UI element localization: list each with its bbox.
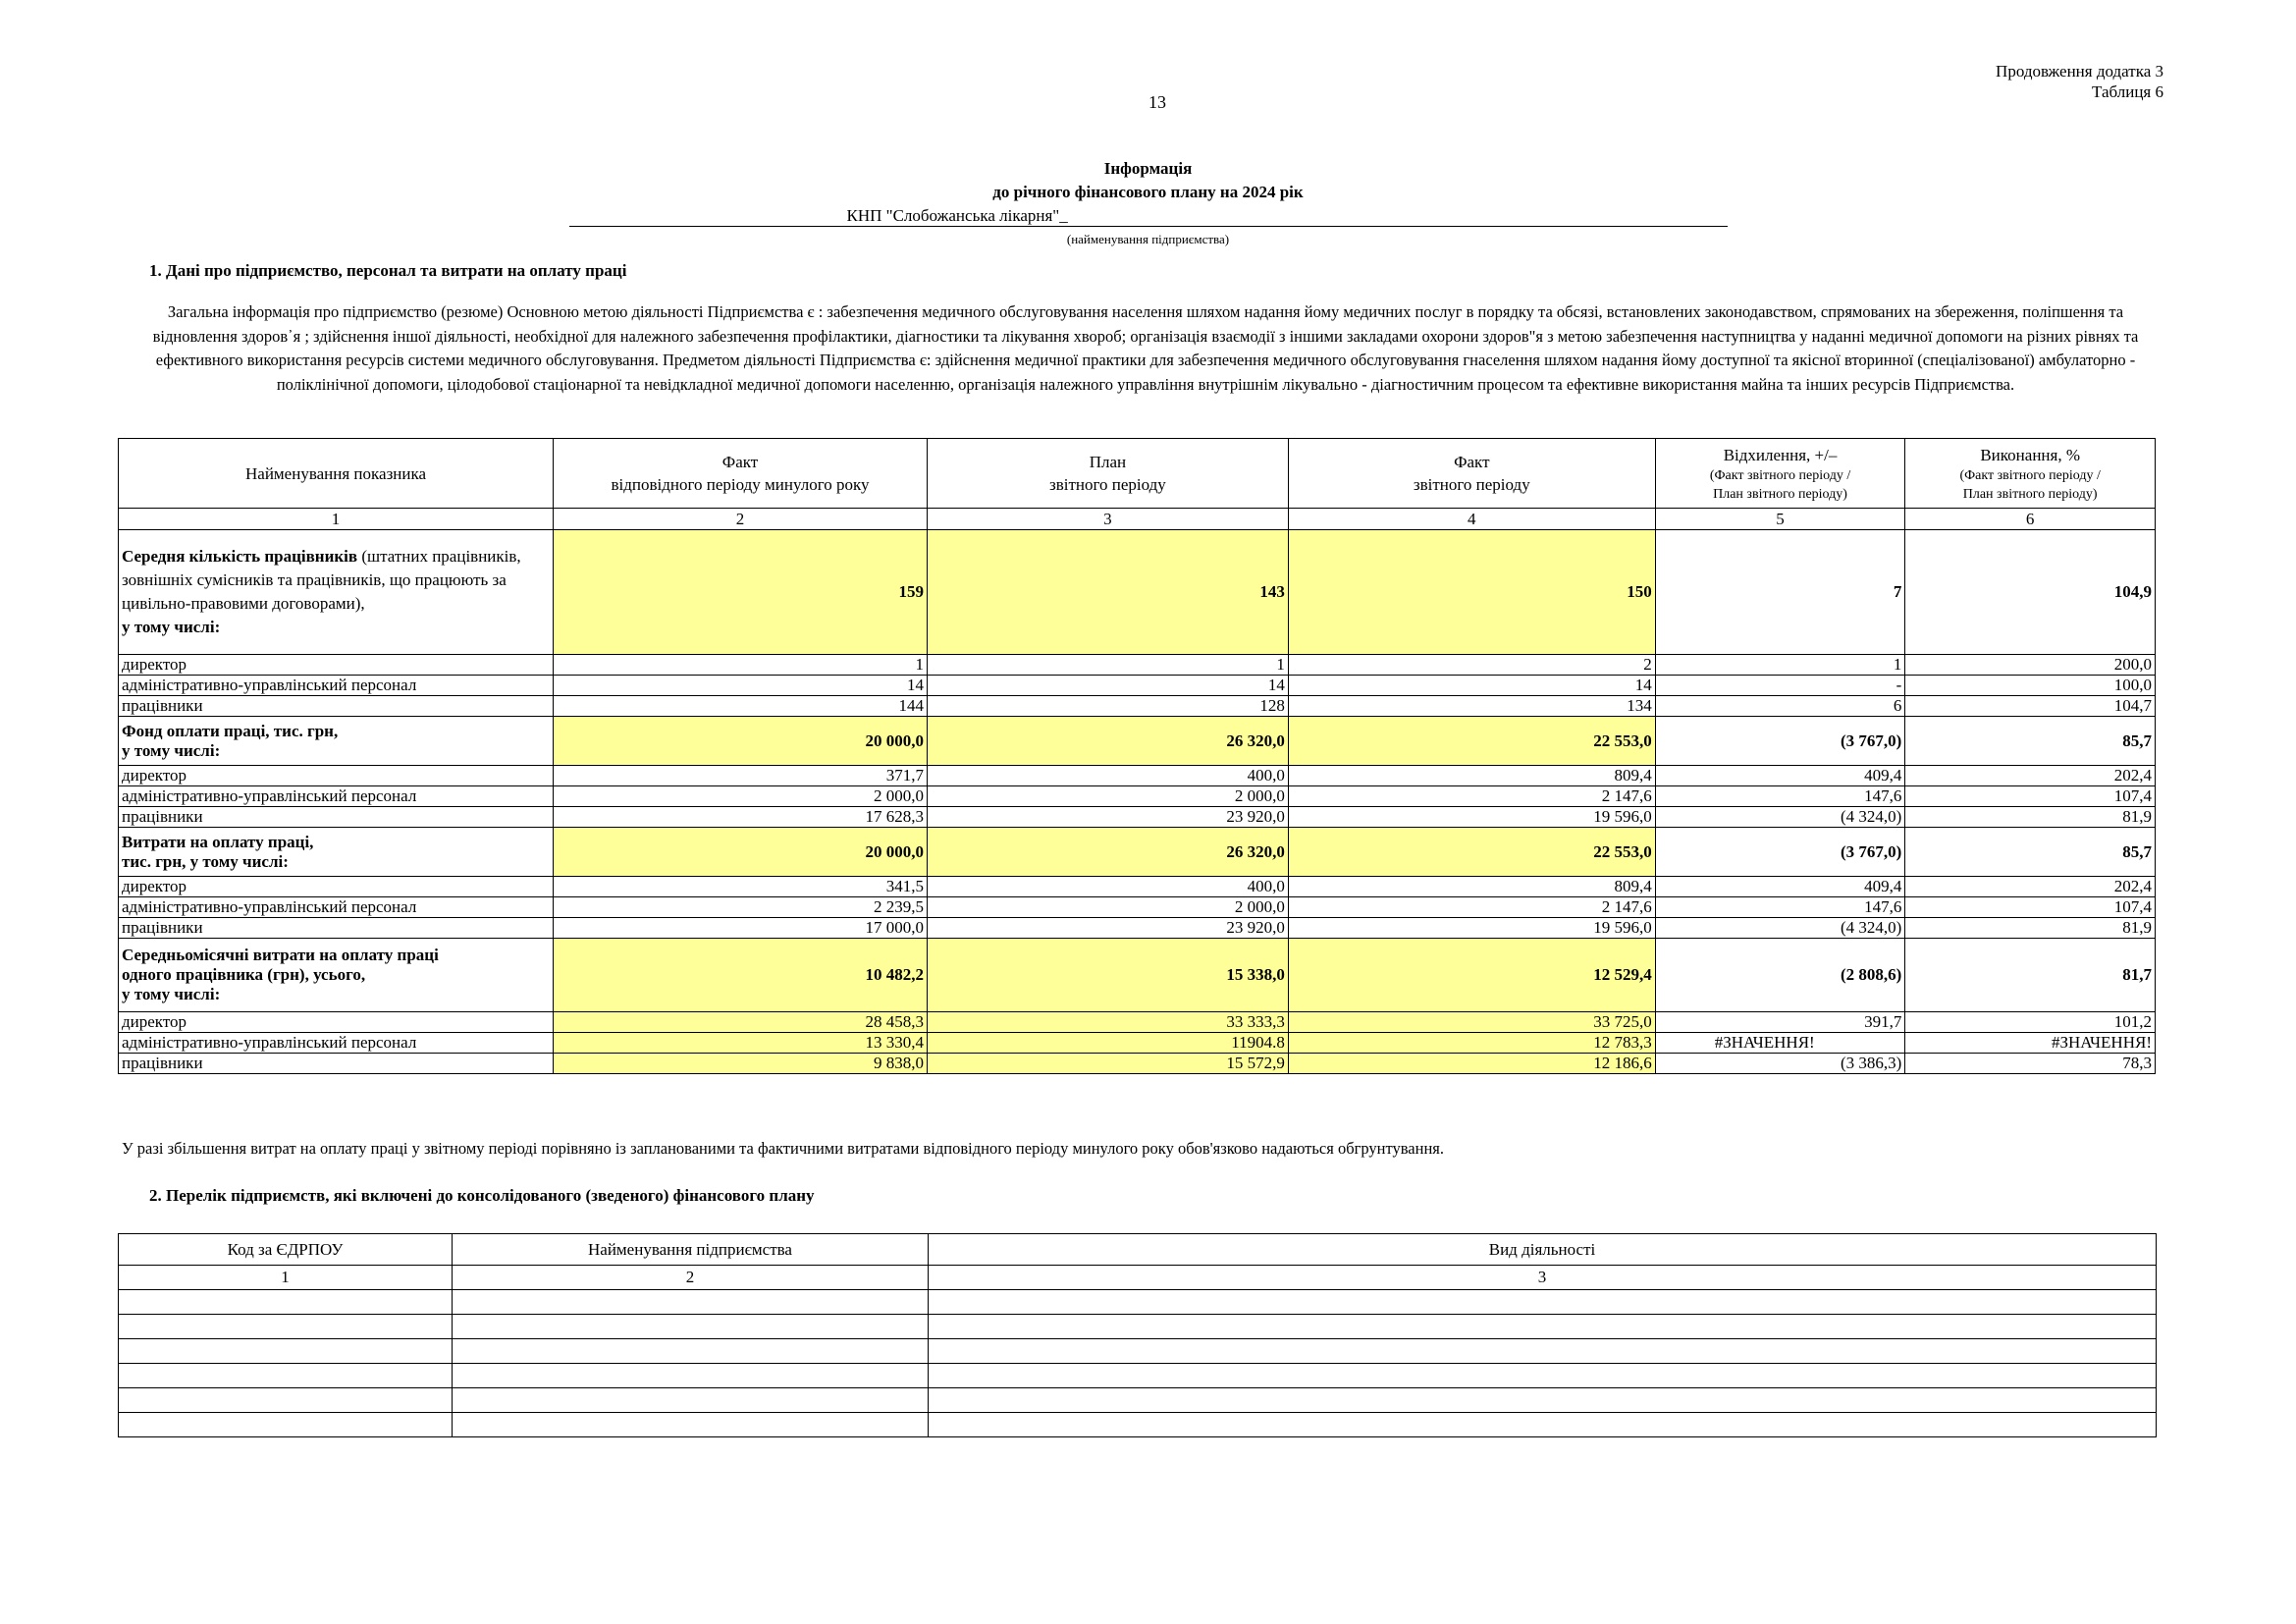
row-label: директор: [119, 655, 554, 676]
table-cell: 809,4: [1288, 766, 1655, 786]
table-cell: 7: [1655, 530, 1905, 655]
table-cell: 26 320,0: [927, 717, 1288, 766]
fund-label: Фонд оплати праці, тис. грн, у тому числі:: [119, 717, 554, 766]
table-cell: -: [1655, 676, 1905, 696]
header-enterprise-name: Найменування підприємства: [453, 1234, 929, 1266]
table-cell: 107,4: [1905, 786, 2156, 807]
table-cell: (3 767,0): [1655, 828, 1905, 877]
table-cell: 107,4: [1905, 897, 2156, 918]
header-fact-prev: Факт відповідного періоду минулого року: [554, 439, 928, 509]
table-row: [119, 1413, 2157, 1437]
table-cell: 81,7: [1905, 939, 2156, 1012]
table-cell: 28 458,3: [554, 1012, 928, 1033]
table-cell: 14: [554, 676, 928, 696]
table-cell: 2 239,5: [554, 897, 928, 918]
page-header-right: [1996, 61, 2163, 102]
table-cell: (4 324,0): [1655, 918, 1905, 939]
table-row: [119, 1033, 2156, 1054]
table-cell: 144: [554, 696, 928, 717]
table-row: [119, 786, 2156, 807]
table-row: [119, 696, 2156, 717]
table-cell: 15 572,9: [927, 1054, 1288, 1074]
table-cell: 202,4: [1905, 766, 2156, 786]
table-cell: 22 553,0: [1288, 828, 1655, 877]
table-cell: 202,4: [1905, 877, 2156, 897]
avg-count-label: Середня кількість працівників (штатних працівників, зовнішніх сумісників та працівників, що працюють за цивільно-правовими договорами), у тому числі:: [119, 530, 554, 655]
table-row: [119, 1290, 2157, 1315]
table-cell: 22 553,0: [1288, 717, 1655, 766]
header-execution: Виконання, % (Факт звітного періоду / План звітного періоду): [1905, 439, 2156, 509]
table-cell: 134: [1288, 696, 1655, 717]
table-cell: 1: [927, 655, 1288, 676]
table-cell: 15 338,0: [927, 939, 1288, 1012]
table-cell: 150: [1288, 530, 1655, 655]
table-cell: 14: [1288, 676, 1655, 696]
table-row: [119, 676, 2156, 696]
table-row: [119, 918, 2156, 939]
table-cell: 159: [554, 530, 928, 655]
table-header-row: [119, 439, 2156, 509]
row-label: працівники: [119, 807, 554, 828]
table-row: [119, 655, 2156, 676]
table-cell: 26 320,0: [927, 828, 1288, 877]
table-cell: 23 920,0: [927, 807, 1288, 828]
column-index-row: [119, 509, 2156, 530]
table-cell: 17 628,3: [554, 807, 928, 828]
table-cell: 809,4: [1288, 877, 1655, 897]
header-activity: Вид діяльності: [929, 1234, 2157, 1266]
table-cell: 2 147,6: [1288, 897, 1655, 918]
monthly-subrows: [119, 1012, 2156, 1074]
table-cell: 100,0: [1905, 676, 2156, 696]
row-label: директор: [119, 766, 554, 786]
table-cell: 10 482,2: [554, 939, 928, 1012]
table-cell: 13 330,4: [554, 1033, 928, 1054]
header-edrpou: Код за ЄДРПОУ: [119, 1234, 453, 1266]
table-cell: 147,6: [1655, 897, 1905, 918]
table-cell: 2 000,0: [554, 786, 928, 807]
table-cell: (3 767,0): [1655, 717, 1905, 766]
header-deviation: Відхилення, +/– (Факт звітного періоду / План звітного періоду): [1655, 439, 1905, 509]
table-cell: 12 186,6: [1288, 1054, 1655, 1074]
col-index: 2: [453, 1266, 929, 1290]
table-cell: 2 000,0: [927, 786, 1288, 807]
table-cell: (2 808,6): [1655, 939, 1905, 1012]
expenses-subrows: [119, 877, 2156, 939]
table-cell: 2: [1288, 655, 1655, 676]
page-number: 13: [1148, 92, 1166, 112]
table-cell: #ЗНАЧЕННЯ!: [1905, 1033, 2156, 1054]
table-cell: 20 000,0: [554, 828, 928, 877]
table-cell: 200,0: [1905, 655, 2156, 676]
col-index: 6: [1905, 509, 2156, 530]
table-cell: 14: [927, 676, 1288, 696]
table-cell: 2 147,6: [1288, 786, 1655, 807]
avg-count-subrows: [119, 655, 2156, 717]
table-header-row: [119, 1234, 2157, 1266]
table-cell: 85,7: [1905, 717, 2156, 766]
avg-count-row: [119, 530, 2156, 655]
monthly-row: [119, 939, 2156, 1012]
table-cell: 101,2: [1905, 1012, 2156, 1033]
table-cell: 391,7: [1655, 1012, 1905, 1033]
table-cell: 104,9: [1905, 530, 2156, 655]
table-cell: 33 725,0: [1288, 1012, 1655, 1033]
table-cell: 81,9: [1905, 918, 2156, 939]
row-label: адміністративно-управлінський персонал: [119, 1033, 554, 1054]
row-label: директор: [119, 877, 554, 897]
table-cell: 23 920,0: [927, 918, 1288, 939]
header-fact-current: Факт звітного періоду: [1288, 439, 1655, 509]
table-cell: 20 000,0: [554, 717, 928, 766]
table-cell: 12 529,4: [1288, 939, 1655, 1012]
table-cell: 6: [1655, 696, 1905, 717]
table-number: Таблиця 6: [2092, 82, 2163, 101]
table-cell: (3 386,3): [1655, 1054, 1905, 1074]
table-cell: 104,7: [1905, 696, 2156, 717]
document-subtitle: до річного фінансового плану на 2024 рік: [992, 183, 1304, 201]
table-cell: 409,4: [1655, 766, 1905, 786]
document-title: Інформація: [1103, 159, 1193, 178]
fund-subrows: [119, 766, 2156, 828]
table-row: [119, 1364, 2157, 1388]
table-row: [119, 766, 2156, 786]
table-row: [119, 877, 2156, 897]
row-label: адміністративно-управлінський персонал: [119, 786, 554, 807]
table-cell: 341,5: [554, 877, 928, 897]
row-label: працівники: [119, 696, 554, 717]
table-cell: 17 000,0: [554, 918, 928, 939]
table-cell: 19 596,0: [1288, 807, 1655, 828]
col-index: 3: [927, 509, 1288, 530]
row-label: адміністративно-управлінський персонал: [119, 676, 554, 696]
table-cell: 1: [554, 655, 928, 676]
col-index: 2: [554, 509, 928, 530]
table-cell: (4 324,0): [1655, 807, 1905, 828]
table-cell: 128: [927, 696, 1288, 717]
column-index-row: [119, 1266, 2157, 1290]
table-row: [119, 897, 2156, 918]
col-index: 3: [929, 1266, 2157, 1290]
table-row: [119, 1388, 2157, 1413]
enterprise-summary: Загальна інформація про підприємство (резюме) Основною метою діяльності Підприємства є : забезпечення медичного обслуговування населення шляхом надання йому медичних послуг в порядку та обсязі, встановлених законодавством, спрямованих на збереження, поліпшення та відновлення здоров᾽я ; здійснення іншої діяльності, необхідної для належного забезпечення профілактики, діагностики та лікування хвороб; організація взаємодії з іншими закладами охорони здоров"я з метою забезпечення наступництва у наданні медичної допомоги на різних рівнях та ефективного використання ресурсів системи медичного обслуговування. Предметом діяльності Підприємства є: здійснення медичної практики для забезпечення медичного обслуговування гнаселення шляхом надання йому доступної та якісної вторинної (спеціалізованої) амбулаторно - поліклінічної допомоги, цілодобової стаціонарної та невідкладної медичної допомоги населенню, організація належного управління внутрішнім лікувально - діагностичним процесом та ефективне використання майна та інших ресурсів Підприємства.: [152, 302, 2139, 394]
section2-heading: 2. Перелік підприємств, які включені до консолідованого (зведеного) фінансового плану: [149, 1186, 815, 1205]
enterprise-name-line: [0, 206, 2296, 232]
table-row: [119, 1339, 2157, 1364]
table-cell: 2 000,0: [927, 897, 1288, 918]
table-cell: 147,6: [1655, 786, 1905, 807]
row-label: адміністративно-управлінський персонал: [119, 897, 554, 918]
row-label: директор: [119, 1012, 554, 1033]
expenses-label: Витрати на оплату праці, тис. грн, у тому числі:: [119, 828, 554, 877]
table-row: [119, 1054, 2156, 1074]
table-cell: 81,9: [1905, 807, 2156, 828]
section1-heading: 1. Дані про підприємство, персонал та витрати на оплату праці: [149, 261, 627, 280]
col-index: 4: [1288, 509, 1655, 530]
monthly-label: Середньомісячні витрати на оплату праці одного працівника (грн), усього, у тому числі:: [119, 939, 554, 1012]
table-cell: #ЗНАЧЕННЯ!: [1655, 1033, 1905, 1054]
fund-row: [119, 717, 2156, 766]
table-cell: 409,4: [1655, 877, 1905, 897]
justification-note: У разі збільшення витрат на оплату праці у звітному періоді порівняно із запланованими та фактичними витратами відповідного періоду минулого року обов'язково надаються обгрунтування.: [122, 1139, 1444, 1158]
table-cell: 400,0: [927, 766, 1288, 786]
table-cell: 9 838,0: [554, 1054, 928, 1074]
col-index: 5: [1655, 509, 1905, 530]
table-cell: 143: [927, 530, 1288, 655]
enterprise-caption: (найменування підприємства): [1066, 232, 1230, 246]
table-cell: 371,7: [554, 766, 928, 786]
row-label: працівники: [119, 1054, 554, 1074]
table-cell: 33 333,3: [927, 1012, 1288, 1033]
row-label: працівники: [119, 918, 554, 939]
consolidated-enterprises-table: [118, 1233, 2157, 1437]
table-cell: 11904.8: [927, 1033, 1288, 1054]
table-cell: 12 783,3: [1288, 1033, 1655, 1054]
personnel-table: [118, 438, 2156, 1074]
col-index: 1: [119, 509, 554, 530]
table-row: [119, 1012, 2156, 1033]
enterprise-name: КНП "Слобожанська лікарня"_: [846, 206, 1068, 225]
table-cell: 400,0: [927, 877, 1288, 897]
table-cell: 1: [1655, 655, 1905, 676]
appendix-label: Продовження додатка 3: [1996, 62, 2163, 81]
col-index: 1: [119, 1266, 453, 1290]
table-row: [119, 1315, 2157, 1339]
table-row: [119, 807, 2156, 828]
expenses-row: [119, 828, 2156, 877]
table-cell: 85,7: [1905, 828, 2156, 877]
table-cell: 19 596,0: [1288, 918, 1655, 939]
table-cell: 78,3: [1905, 1054, 2156, 1074]
header-plan: План звітного періоду: [927, 439, 1288, 509]
header-indicator: Найменування показника: [119, 439, 554, 509]
